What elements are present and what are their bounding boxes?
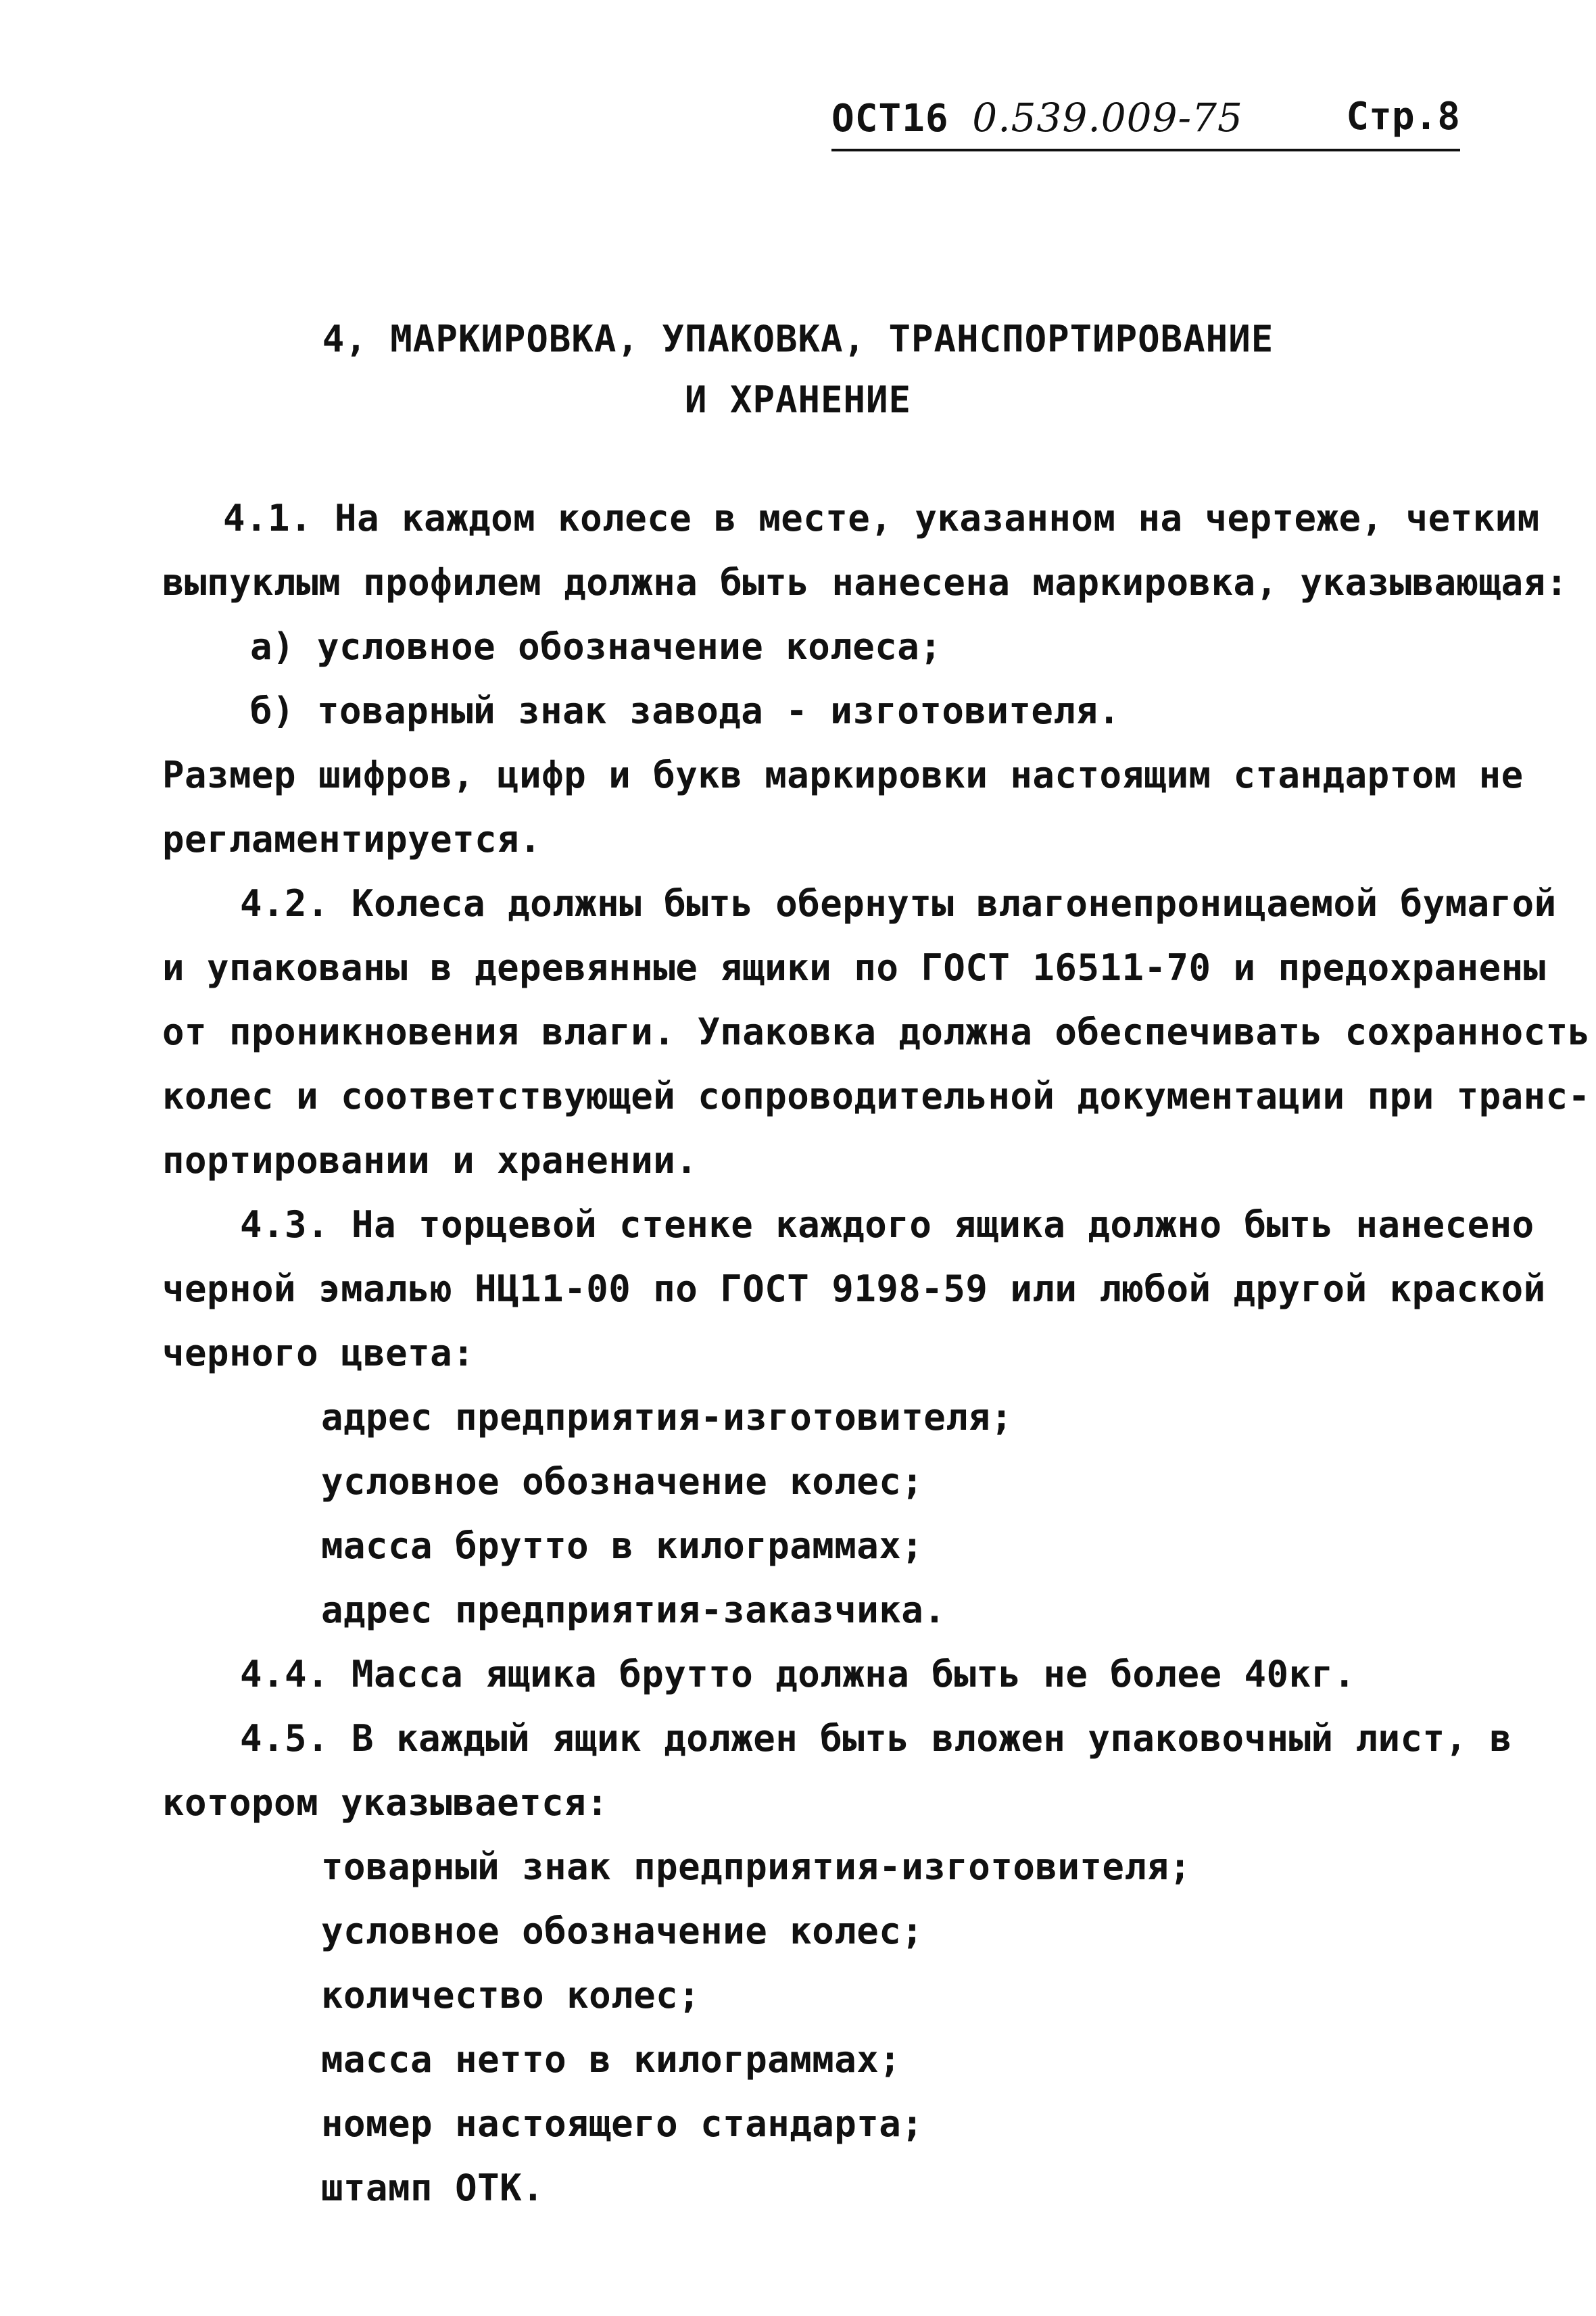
list-item-manufacturer-address: адрес предприятия-изготовителя; [321, 1396, 1013, 1439]
paragraph-4-3-line-1: 4.3. На торцевой стенке каждого ящика должно быть нанесено [240, 1203, 1534, 1246]
list-item-otk-stamp: штамп ОТК. [321, 2167, 545, 2209]
list-item-standard-number: номер настоящего стандарта; [321, 2102, 924, 2145]
list-item-quantity: количество колес; [321, 1974, 701, 2017]
section-title-line-1: 4, МАРКИРОВКА, УПАКОВКА, ТРАНСПОРТИРОВАНИЕ [322, 318, 1274, 360]
list-item-b: б) товарный знак завода - изготовителя. [250, 690, 1121, 732]
document-code [831, 95, 1243, 141]
section-title-line-2: И ХРАНЕНИЕ [684, 379, 912, 421]
list-item-customer-address: адрес предприятия-заказчика. [321, 1589, 946, 1631]
paragraph-4-2-line-5: портировании и хранении. [162, 1139, 698, 1182]
paragraph-4-4: 4.4. Масса ящика брутто должна быть не более 40кг. [240, 1653, 1356, 1695]
paragraph-4-1-line-1: 4.1. На каждом колесе в месте, указанном на чертеже, четким [223, 497, 1540, 539]
paragraph-4-5-line-1: 4.5. В каждый ящик должен быть вложен упаковочный лист, в [240, 1717, 1512, 1760]
paragraph-4-2-line-2: и упакованы в деревянные ящики по ГОСТ 16511-70 и предохранены [162, 946, 1546, 989]
paragraph-4-2-line-4: колес и соответствующей сопроводительной документации при транс- [162, 1075, 1591, 1117]
paragraph-4-3-line-2: черной эмалью НЦ11-00 по ГОСТ 9198-59 или любой другой краской [162, 1268, 1546, 1310]
page-header [831, 88, 1474, 155]
paragraph-4-5-line-2: котором указывается: [162, 1781, 609, 1824]
list-item-wheel-designation: условное обозначение колес; [321, 1460, 924, 1503]
paragraph-size-line-1: Размер шифров, цифр и букв маркировки настоящим стандартом не [162, 754, 1524, 796]
list-item-net-weight: масса нетто в килограммах; [321, 2038, 902, 2081]
document-code-handwritten: 0.539.009-75 [972, 95, 1243, 141]
document-code-typed: ОСТ16 [831, 97, 973, 141]
list-item-designation: условное обозначение колес; [321, 1910, 924, 1952]
header-underline [831, 149, 1460, 151]
page-number: Стр.8 [1346, 95, 1460, 139]
list-item-a: а) условное обозначение колеса; [250, 625, 942, 668]
paragraph-4-2-line-1: 4.2. Колеса должны быть обернуты влагонепроницаемой бумагой [240, 882, 1557, 925]
paragraph-size-line-2: регламентируется. [162, 818, 542, 861]
list-item-gross-weight: масса брутто в килограммах; [321, 1524, 924, 1567]
list-item-trademark: товарный знак предприятия-изготовителя; [321, 1845, 1192, 1888]
paragraph-4-3-line-3: черного цвета: [162, 1332, 475, 1374]
paragraph-4-1-line-2: выпуклым профилем должна быть нанесена маркировка, указывающая: [162, 561, 1568, 604]
paragraph-4-2-line-3: от проникновения влаги. Упаковка должна обеспечивать сохранность [162, 1011, 1591, 1053]
